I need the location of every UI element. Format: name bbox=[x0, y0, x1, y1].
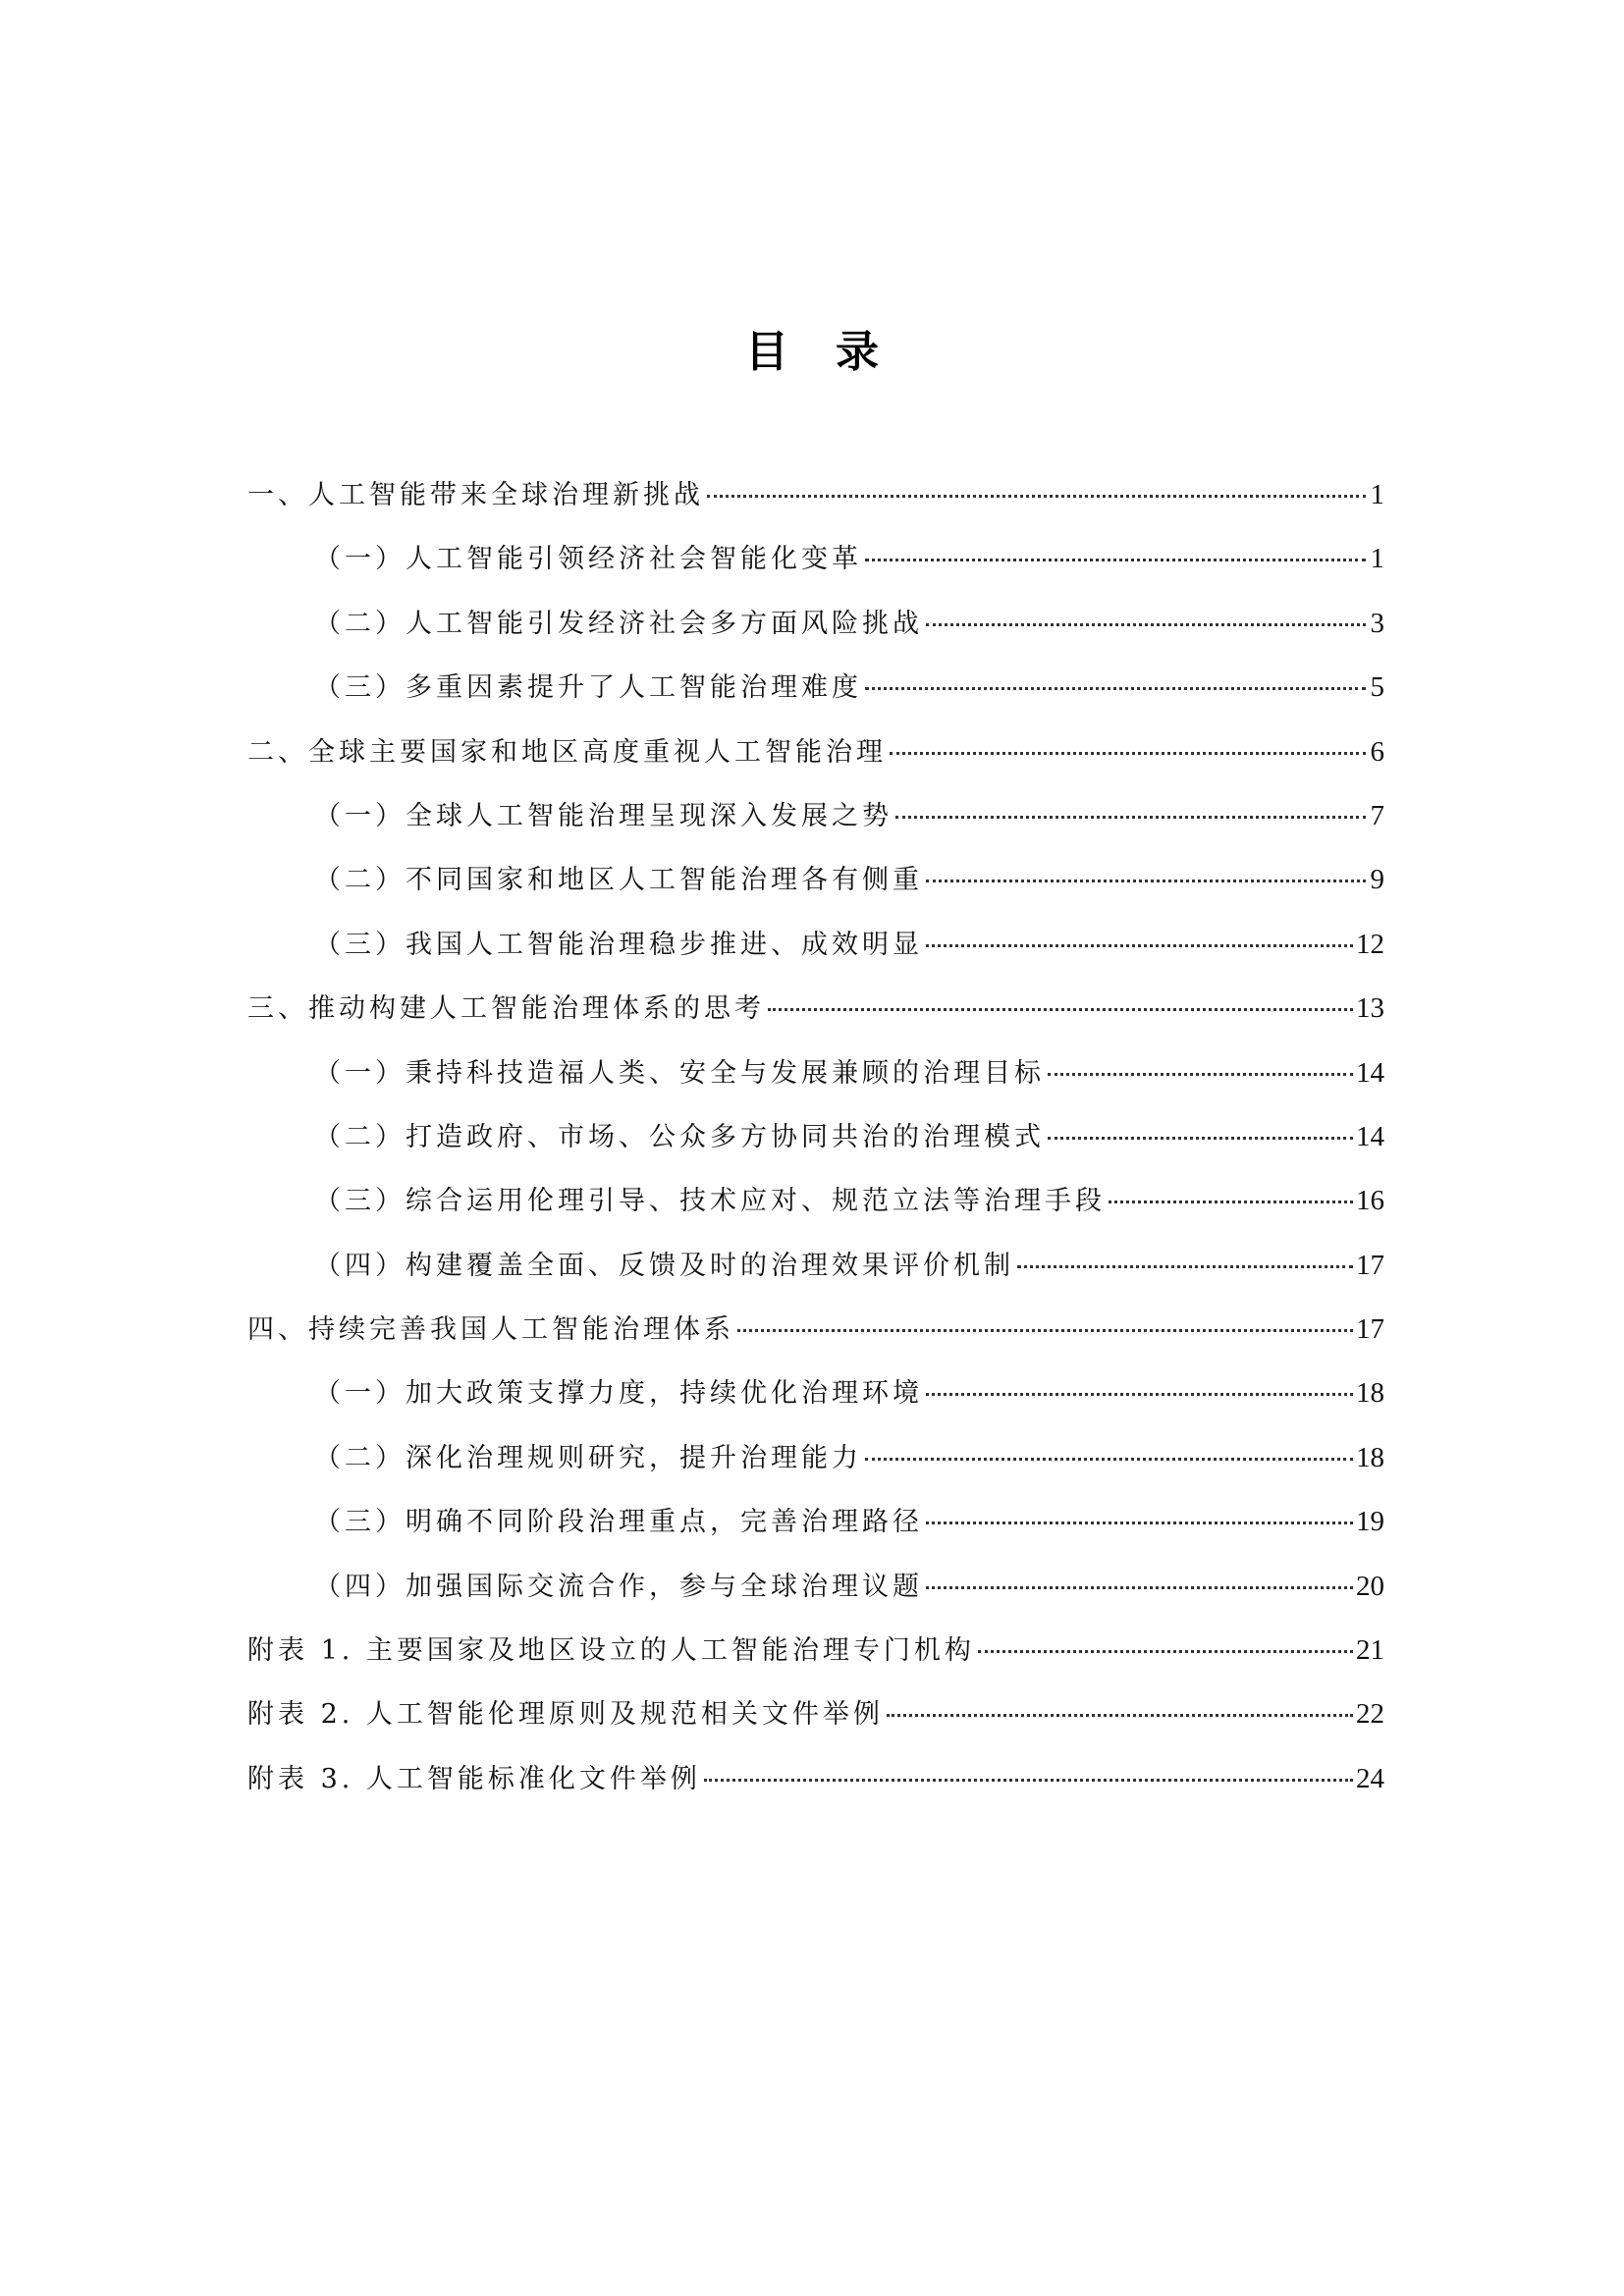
toc-page-number: 19 bbox=[1356, 1506, 1384, 1538]
toc-entry[interactable] bbox=[247, 1747, 1384, 1811]
toc-entry[interactable] bbox=[247, 1555, 1384, 1619]
toc-entry-label: 三、推动构建人工智能治理体系的思考 bbox=[247, 993, 765, 1025]
toc-entry-label: 附表 1. 主要国家及地区设立的人工智能治理专门机构 bbox=[247, 1635, 975, 1667]
dot-leader bbox=[707, 495, 1366, 498]
toc-entry-label: （一）秉持科技造福人类、安全与发展兼顾的治理目标 bbox=[314, 1057, 1045, 1089]
toc-entry-label: （二）人工智能引发经济社会多方面风险挑战 bbox=[314, 608, 923, 639]
dot-leader bbox=[704, 1779, 1353, 1782]
toc-entry[interactable] bbox=[247, 1041, 1384, 1105]
toc-entry[interactable] bbox=[247, 1682, 1384, 1746]
toc-page-number: 9 bbox=[1370, 864, 1384, 896]
toc-page-number: 16 bbox=[1356, 1185, 1384, 1217]
dot-leader bbox=[895, 816, 1366, 819]
dot-leader bbox=[926, 623, 1366, 626]
dot-leader bbox=[865, 559, 1366, 561]
toc-entry[interactable] bbox=[247, 1298, 1384, 1362]
toc-entry[interactable] bbox=[247, 784, 1384, 848]
toc-entry-label: （三）多重因素提升了人工智能治理难度 bbox=[314, 672, 862, 704]
toc-entry[interactable] bbox=[247, 1619, 1384, 1682]
dot-leader bbox=[1109, 1201, 1353, 1203]
toc-entry-label: （二）深化治理规则研究，提升治理能力 bbox=[314, 1442, 862, 1473]
toc-entry[interactable] bbox=[247, 1362, 1384, 1425]
toc-entry[interactable] bbox=[247, 913, 1384, 977]
toc-entry[interactable] bbox=[247, 1169, 1384, 1233]
dot-leader bbox=[926, 1522, 1353, 1524]
toc-entry-label: 附表 3. 人工智能标准化文件举例 bbox=[247, 1763, 701, 1794]
dot-leader bbox=[865, 687, 1366, 690]
dot-leader bbox=[978, 1650, 1353, 1653]
dot-leader bbox=[926, 880, 1366, 882]
toc-entry[interactable] bbox=[247, 656, 1384, 720]
toc-page-number: 13 bbox=[1356, 992, 1384, 1025]
toc-page-number: 21 bbox=[1356, 1634, 1384, 1667]
dot-leader bbox=[1017, 1265, 1353, 1268]
toc-page-number: 14 bbox=[1356, 1056, 1384, 1089]
toc-entry-label: （四）构建覆盖全面、反馈及时的治理效果评价机制 bbox=[314, 1250, 1014, 1281]
toc-page-number: 17 bbox=[1356, 1249, 1384, 1281]
toc-entry-label: （三）我国人工智能治理稳步推进、成效明显 bbox=[314, 929, 923, 960]
dot-leader bbox=[926, 1586, 1353, 1589]
toc-entry-label: （三）明确不同阶段治理重点，完善治理路径 bbox=[314, 1507, 923, 1538]
toc-page-number: 20 bbox=[1356, 1570, 1384, 1602]
toc-page-number: 17 bbox=[1356, 1313, 1384, 1346]
dot-leader bbox=[926, 944, 1353, 947]
toc-page-number: 7 bbox=[1370, 799, 1384, 831]
toc-entry-label: 附表 2. 人工智能伦理原则及规范相关文件举例 bbox=[247, 1699, 884, 1731]
dot-leader bbox=[1048, 1073, 1353, 1076]
toc-entry[interactable] bbox=[247, 1105, 1384, 1169]
toc-entry-label: （一）全球人工智能治理呈现深入发展之势 bbox=[314, 800, 893, 831]
toc-page-number: 24 bbox=[1356, 1762, 1384, 1794]
dot-leader bbox=[737, 1329, 1353, 1332]
toc-page-number: 14 bbox=[1356, 1120, 1384, 1152]
dot-leader bbox=[1048, 1137, 1353, 1140]
toc-entry-label: （二）打造政府、市场、公众多方协同共治的治理模式 bbox=[314, 1121, 1045, 1152]
toc-entry[interactable] bbox=[247, 592, 1384, 656]
toc-page-number: 12 bbox=[1356, 928, 1384, 960]
toc-page-number: 18 bbox=[1356, 1441, 1384, 1473]
toc-page-number: 3 bbox=[1370, 607, 1384, 639]
toc-entry[interactable] bbox=[247, 527, 1384, 591]
toc-entry[interactable] bbox=[247, 848, 1384, 912]
toc-entry-label: （二）不同国家和地区人工智能治理各有侧重 bbox=[314, 865, 923, 896]
dot-leader bbox=[887, 1714, 1353, 1717]
toc-page-number: 1 bbox=[1370, 543, 1384, 575]
toc-entry[interactable] bbox=[247, 1426, 1384, 1490]
page-title: 目录 bbox=[745, 327, 926, 378]
toc-entry[interactable] bbox=[247, 1234, 1384, 1298]
toc-page-number: 18 bbox=[1356, 1377, 1384, 1410]
dot-leader bbox=[768, 1008, 1353, 1011]
toc-page-number: 6 bbox=[1370, 735, 1384, 768]
toc-entry-label: （四）加强国际交流合作，参与全球治理议题 bbox=[314, 1571, 923, 1602]
dot-leader bbox=[890, 752, 1366, 755]
toc-page-number: 5 bbox=[1370, 671, 1384, 704]
toc-entry-label: （三）综合运用伦理引导、技术应对、规范立法等治理手段 bbox=[314, 1186, 1106, 1217]
toc-entry[interactable] bbox=[247, 1490, 1384, 1554]
table-of-contents bbox=[247, 463, 1384, 1811]
toc-entry-label: 四、持续完善我国人工智能治理体系 bbox=[247, 1314, 734, 1346]
toc-entry[interactable] bbox=[247, 463, 1384, 527]
toc-entry-label: （一）人工智能引领经济社会智能化变革 bbox=[314, 544, 862, 575]
dot-leader bbox=[865, 1458, 1353, 1461]
toc-entry-label: 二、全球主要国家和地区高度重视人工智能治理 bbox=[247, 736, 887, 768]
toc-entry[interactable] bbox=[247, 977, 1384, 1041]
toc-entry[interactable] bbox=[247, 721, 1384, 784]
toc-page-number: 22 bbox=[1356, 1698, 1384, 1731]
dot-leader bbox=[926, 1393, 1353, 1396]
toc-entry-label: 一、人工智能带来全球治理新挑战 bbox=[247, 480, 704, 510]
toc-entry-label: （一）加大政策支撑力度，持续优化治理环境 bbox=[314, 1378, 923, 1410]
toc-page-number: 1 bbox=[1370, 479, 1384, 510]
